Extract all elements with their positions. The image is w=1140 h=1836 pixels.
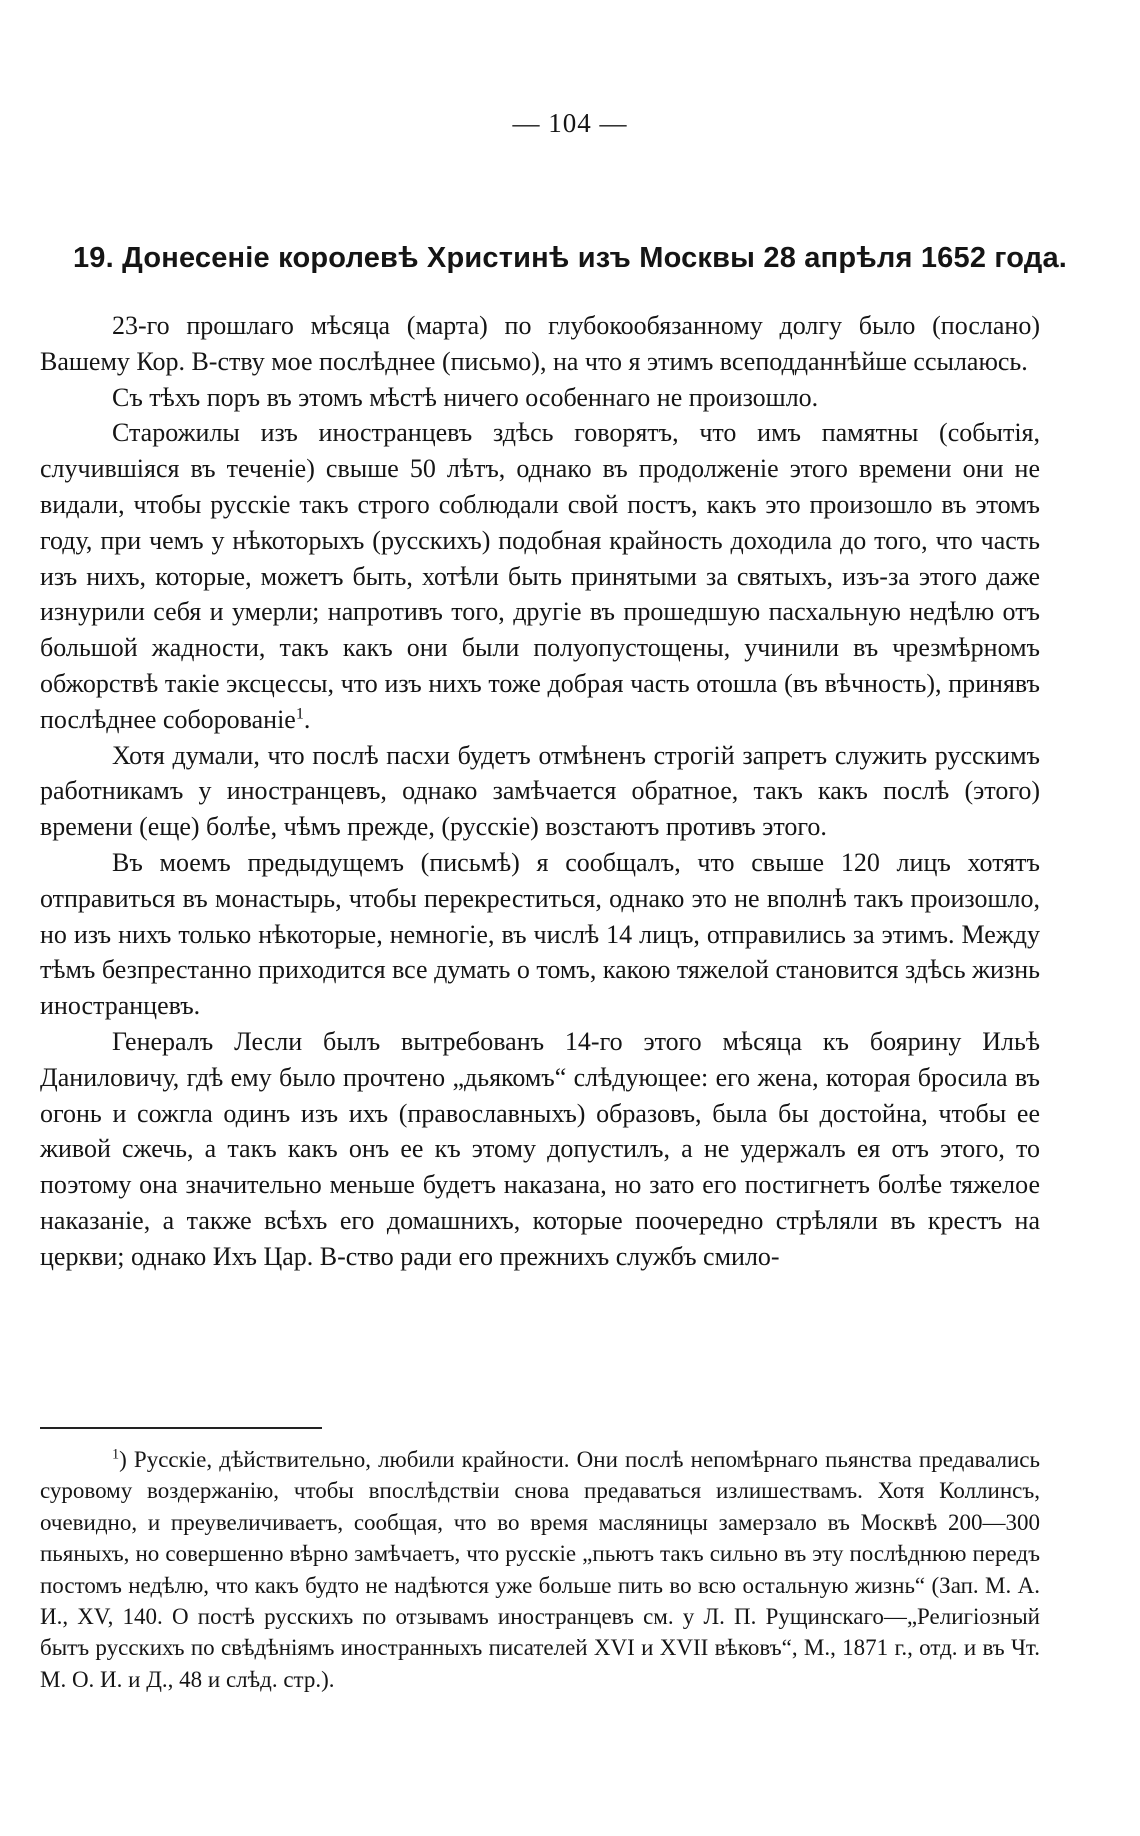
footnote-reference: 1: [295, 705, 304, 723]
document-title: 19. Донесеніе королевѣ Христинѣ изъ Москвы 28 апрѣля 1652 года.: [72, 242, 1068, 274]
page-number: — 104 —: [512, 108, 628, 138]
paragraph-2: Съ тѣхъ поръ въ этомъ мѣстѣ ничего особеннаго не произошло.: [112, 382, 819, 412]
paragraph-3-text: Старожилы изъ иностранцевъ здѣсь говорятъ, что имъ памятны (событія, случившіяся въ теченіе) свыше 50 лѣтъ, однако въ продолженіе этого времени они не видали, чтобы русскіе такъ строго соблюдали свой постъ, какъ это произошло въ этомъ году, при чемъ у нѣкоторыхъ (русскихъ) подобная крайность доходила до того, что часть изъ нихъ, которые, можетъ быть, хотѣли быть принятыми за святыхъ, изъ-за этого даже изнурили себя и умерли; напротивъ того, другіе въ прошедшую пасхальную недѣлю отъ большой жадности, такъ какъ они были полуопустощены, учинили въ чрезмѣрномъ обжорствѣ такіе эксцессы, что изъ нихъ тоже добрая часть отошла (въ вѣчность), принявъ послѣднее соборованіе: [40, 418, 1040, 734]
footnote: [40, 1444, 1040, 1695]
paragraph-3: [40, 415, 1040, 737]
footnote-divider: [40, 1427, 322, 1429]
paragraph-4: Хотя думали, что послѣ пасхи будетъ отмѣненъ строгій запретъ служить русскимъ работникамъ у иностранцевъ, однако замѣчается обратное, такъ какъ послѣ (этого) времени (еще) болѣе, чѣмъ прежде, (русскіе) возстаютъ противъ этого.: [40, 740, 1040, 842]
paragraph-5: Въ моемъ предыдущемъ (письмѣ) я сообщалъ, что свыше 120 лицъ хотятъ отправиться въ монастырь, чтобы перекреститься, однако это не вполнѣ такъ произошло, но изъ нихъ только нѣкоторые, немногіе, въ числѣ 14 лицъ, отправились за этимъ. Между тѣмъ безпрестанно приходится все думать о томъ, какою тяжелой становится здѣсь жизнь иностранцевъ.: [40, 847, 1040, 1021]
footnote-text: ) Русскіе, дѣйствительно, любили крайности. Они послѣ непомѣрнаго пьянства предавались суровому воздержанію, чтобы впослѣдствіи снова предаваться излишествамъ. Хотя Коллинсъ, очевидно, и преувеличиваетъ, сообщая, что во время масляницы замерзало въ Москвѣ 200—300 пьяныхъ, но совершенно вѣрно замѣчаетъ, что русскіе „пьютъ такъ сильно въ эту послѣднюю передъ постомъ недѣлю, что какъ будто не надѣются уже больше пить во всю остальную жизнь“ (Зап. М. А. И., XV, 140. О постѣ русскихъ по отзывамъ иностранцевъ см. у Л. П. Рущинскаго—„Религіозный бытъ русскихъ по свѣдѣніямъ иностранныхъ писателей XVI и XVII вѣковъ“, М., 1871 г., отд. и въ Чт. М. О. И. и Д., 48 и слѣд. стр.).: [40, 1447, 1040, 1692]
paragraph-1: 23-го прошлаго мѣсяца (марта) по глубокообязанному долгу было (послано) Вашему Кор. В-ству мое послѣднее (письмо), на что я этимъ всеподданнѣйше ссылаюсь.: [40, 311, 1040, 376]
footnote-marker: 1: [112, 1446, 120, 1463]
body-text: [40, 308, 1040, 1275]
paragraph-3-end: .: [303, 704, 311, 734]
paragraph-6: Генералъ Лесли былъ вытребованъ 14-го этого мѣсяца къ боярину Ильѣ Даниловичу, гдѣ ему было прочтено „дьякомъ“ слѣдующее: его жена, которая бросила въ огонь и сожгла одинъ изъ ихъ (православныхъ) образовъ, была бы достойна, чтобы ее живой сжечь, а такъ какъ онъ ее къ этому допустилъ, а не удержалъ ея отъ этого, то поэтому она значительно меньше будетъ наказана, но зато его постигнетъ болѣе тяжелое наказаніе, а также всѣхъ его домашнихъ, которые поочередно стрѣляли въ крестъ на церкви; однако Ихъ Цар. В-ство ради его прежнихъ службъ смило-: [40, 1026, 1040, 1271]
footnote-paragraph: [40, 1444, 1040, 1695]
